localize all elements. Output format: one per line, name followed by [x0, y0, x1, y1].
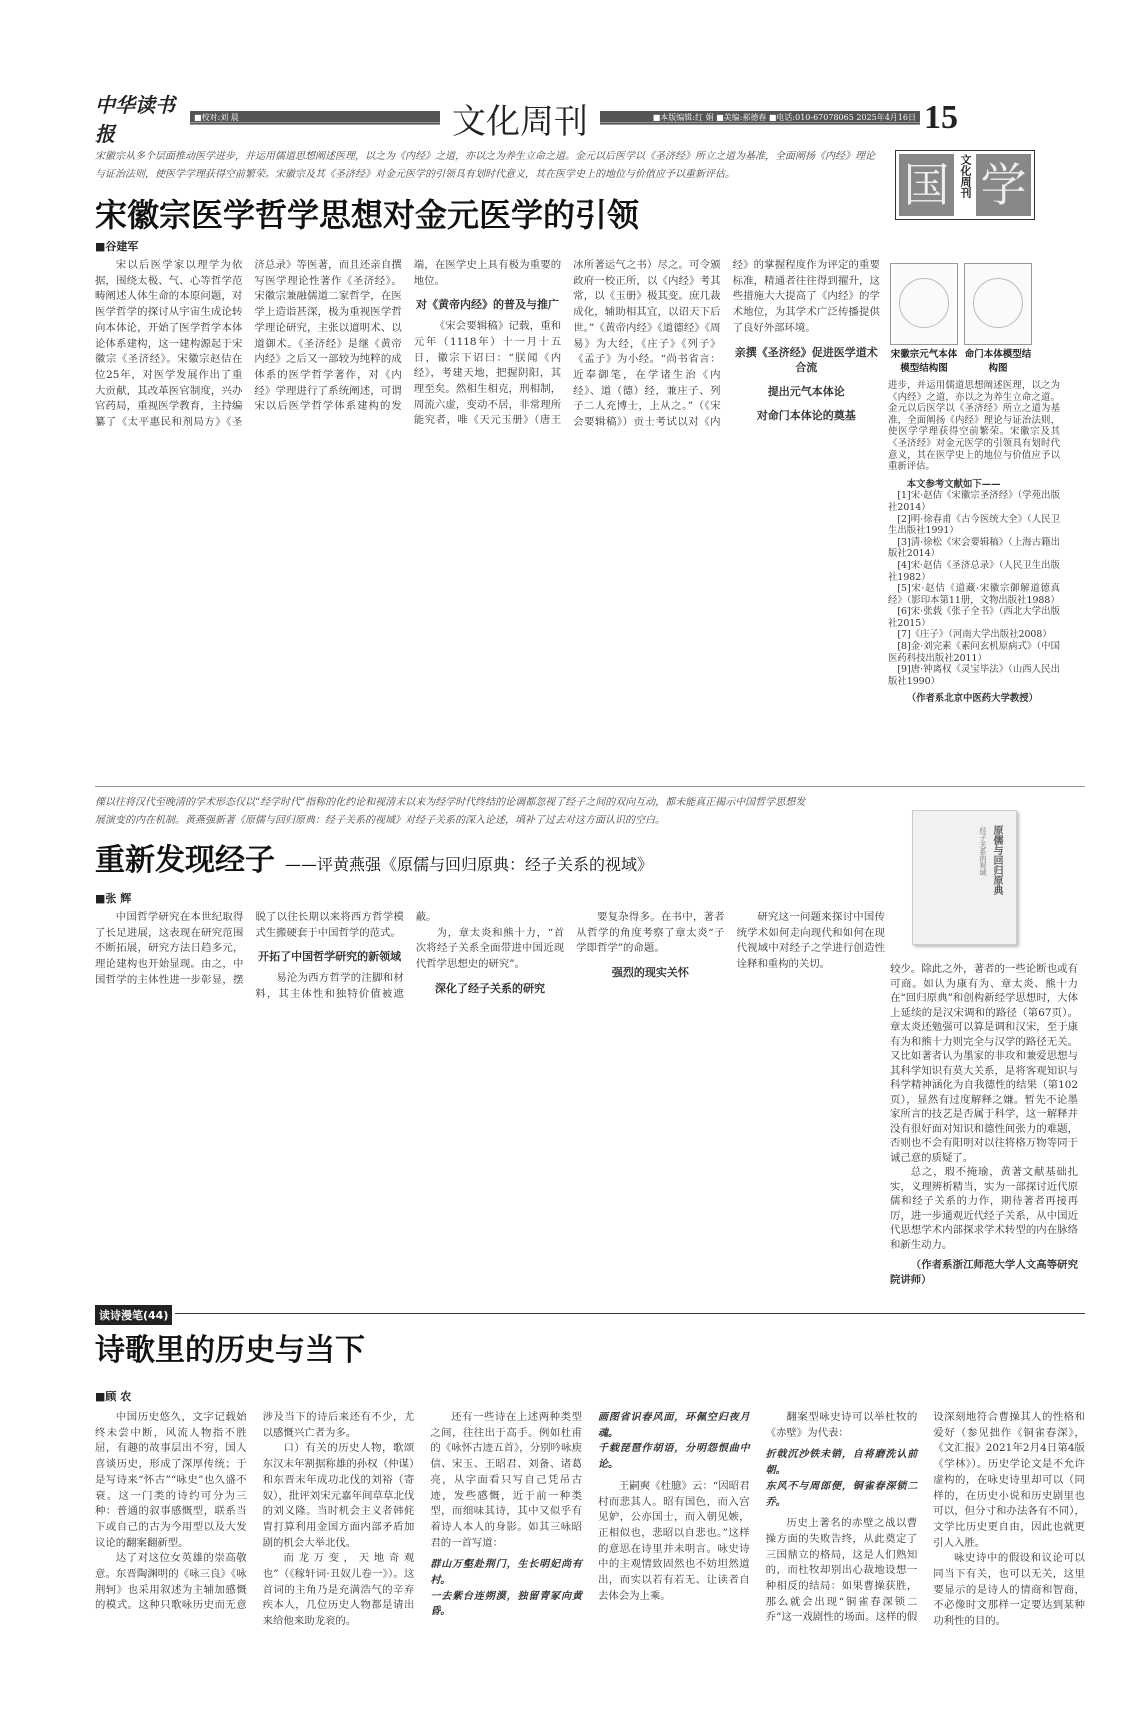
column-tag: 读诗漫笔(44): [95, 1305, 172, 1325]
reference-item: [4]宋·赵佶《圣济总录》（人民卫生出版社1982）: [888, 559, 1060, 583]
logo-char-xue: 学: [976, 154, 1031, 216]
subhead: 开拓了中国哲学研究的新领域: [258, 950, 402, 964]
subhead: 强烈的现实关怀: [611, 966, 689, 980]
paragraph: 还有一些诗在上述两种类型之间，往往出于高手。例如杜甫的《咏怀古迹五首》，分别吟咏庾信、宋玉、王昭君、刘备、诸葛亮，从字面看只写自己凭吊古迹，发些感慨，近于前一种类型，而细味其诗，其中又似乎有着诗人本人的身影。如其三咏昭君的一首写道：: [430, 1411, 582, 1549]
figure-caption: 宋徽宗元气本体模型结构图: [890, 349, 958, 374]
paragraph: 总之，瑕不掩瑜，黄著文献基础扎实，义理辨析精当，实为一部探讨近代原儒和经子关系的力作，期待著者再接再厉，进一步通观近代经子关系，从中国近代思想学术内部探求学术转型的内在脉络和新生动力。: [890, 1166, 1078, 1251]
title-subtitle: ——评黄燕强《原儒与回归原典：经子关系的视域》: [285, 855, 654, 874]
section-title: 文化周刊: [452, 101, 588, 142]
article1-title: 宋徽宗医学哲学思想对金元医学的引领: [95, 196, 640, 234]
paragraph: 达了对这位女英雄的崇高敬意。东晋陶渊明的《咏三良》《咏荆轲》也采用叙述为主辅加感慨的模式。这种只歌咏历史而无意涉及当下的诗后来还有不少，尤以感慨兴亡者为多。: [95, 1411, 415, 1612]
reference-item: [9]唐·钟离权《灵宝毕法》（山西人民出版社1990）: [888, 664, 1060, 687]
paragraph: 历史上著名的赤壁之战以曹操方面的失败告终，从此奠定了三国鼎立的格局，这是人们熟知的，而杜牧却别出心裁地设想一种相反的结局：如果曹操获胜，那么就会出现“铜雀春深锁二乔”这一戏剧性的场面。这样的假设深刻地符合曹操其人的性格和爱好（参见拙作《铜雀春深》，《文汇报》2021年2月4日第4版《学林》）。历史学论文是不允许虚构的，在咏史诗里却可以（同样的，在历史小说和历史剧里也可以，但分寸和办法各有不同），文学比历史更自由，因此也就更引人入胜。: [765, 1411, 1085, 1624]
subhead: 提出元气本体论: [767, 384, 845, 398]
paragraph: 口）有关的历史人物，歌颂东汉末年割据称雄的孙权（仲谋）和东晋末年成功北伐的刘裕（寄奴），批评刘宋元嘉年间草草北伐的刘义隆。当时机会主义者韩侂胄打算利用金国方面内部矛盾加剧的机会大举北伐。: [262, 1442, 415, 1549]
poem-line: 一去紫台连朔漠，独留青冢向黄昏。: [430, 1590, 582, 1618]
author-note: （作者系北京中医药大学教授）: [906, 693, 1039, 705]
article2-intro: 傈以往将汉代至晚清的学术形态仅以“经学时代”指称的化约论和视清末以来为经学时代终结的论调都忽视了经子之间的双向互动，都未能真正揭示中国哲学思想发展演变的内在机制。黄燕强新著《原儒与回归原典：经子关系的视域》对经子关系的深入论述，填补了过去对这方面认识的空白。: [95, 797, 806, 826]
poem-line: 东风不与周郎便，铜雀春深锁二乔。: [765, 1480, 918, 1508]
figure-mingmen-model: [964, 263, 1032, 345]
divider: [95, 786, 1085, 787]
paragraph: 《宋会要辑稿》记载，重和元年（1118年）十一月十五日，徽宗下诏曰：“朕闻《内经》，考建天地，把握阴阳，其理至矣。然相生相克，刑相制，周流六虚，变动不居，非常理所能究者，唯《天元玉册》（唐王冰所著运气之书）尽之。可令颁政府一校正所，以《内经》考其常，以《玉册》极其变。庶几裁成化，辅助相其宜，以诏天下后世。”《黄帝内经》《道德经》《周易》为大经，《庄子》《列子》《孟子》为小经。“尚书省言：近奉御笔，在学诸生治《内经》、道（德）经，兼庄子、列子二人充博士，上从之。”（《宋会要辑稿》）贡士考试以对《内经》的掌握程度作为评定的重要标准，精通者往往得到擢升，这些措施大大提高了《内经》的学术地位，为其学术广泛传播提供了良好外部环境。: [413, 259, 880, 429]
page-header: [95, 93, 1055, 146]
conclusion: 进步，并运用儒道思想阐述医理，以之为《内经》之道，亦以之为养生立命之道。金元以后医学以《圣济经》所立之道为基准，全面阐扬《内经》理论与证治法则，使医学学理获得空前繁荣。宋徽宗及其《圣济经》对金元医学的引领具有划时代意义，其在医学史上的地位与价值应予以重新评估。: [888, 380, 1060, 473]
article3-byline: ■顾 农: [95, 1390, 132, 1403]
figure-caption: 命门本体模型结构图: [964, 349, 1032, 374]
poem-line: 折戟沉沙铁未销，自将磨洗认前朝。: [765, 1449, 918, 1477]
logo-label: 文化周刊: [959, 154, 972, 198]
paragraph: 研究这一问题来探讨中国传统学术如何走向现代和如何在现代视域中对经子之学进行创造性诠释和重构的关切。: [736, 911, 885, 971]
paragraph: 翻案型咏史诗可以举杜牧的《赤壁》为代表：: [765, 1411, 918, 1439]
article2-title: [95, 835, 653, 879]
subhead: 对《黄帝内经》的普及与推广: [415, 298, 559, 312]
poem-quote: [766, 1447, 918, 1510]
refs-title: 本文参考文献如下——: [906, 478, 1001, 490]
article1-body: [95, 258, 880, 431]
poem-line: 画图省识春风面，环佩空归夜月魂。: [597, 1412, 750, 1439]
reference-item: [7]《庄子》（河南大学出版社2008）: [897, 629, 1052, 641]
title-main: 重新发现经子: [95, 843, 275, 878]
book-cover-image: [912, 810, 1017, 945]
subhead: 对命门本体论的奠基: [756, 408, 856, 422]
divider: [175, 1313, 1085, 1314]
book-subtitle: 经子关系的视域: [979, 827, 987, 876]
article1-sidebar: [888, 380, 1060, 705]
figure-yuanqi-model: [890, 263, 958, 345]
reference-item: [5]宋·赵佶《道藏·宋徽宗御解道德真经》（影印本第11册，文物出版社1988）: [888, 583, 1060, 606]
author-note: （作者系浙江师范大学人文高等研究院讲师）: [890, 1259, 1078, 1286]
poem-line: 群山万壑赴荆门，生长明妃尚有村。: [430, 1559, 582, 1587]
paragraph: 易沦为西方哲学的注脚和材料，其主体性和独特价值被遮蔽。: [255, 911, 437, 1000]
article3-body: [95, 1410, 1085, 1630]
reference-item: [2]明·徐春甫《古今医统大全》（人民卫生出版社1991）: [888, 513, 1060, 537]
proofreader-bar: ■校对:刘 晨: [190, 111, 440, 125]
editor-bar: ■本版编辑:红 娟 ■美编:郝德春 ■电话:010-67078065 2025年4月16日: [600, 111, 920, 125]
paragraph: 为，章太炎和熊十力，“首次将经子关系全面带进中国近现代哲学思想史的研究”。: [415, 926, 565, 971]
book-title: 原儒与回归原典: [991, 825, 1002, 895]
article1-intro: 宋徽宗从多个层面推动医学进步，并运用儒道思想阐述医理，以之为《内经》之道，亦以之为养生立命之道。金元以后医学以《圣济经》所立之道为基准，全面阐扬《内经》理论与证治法则，使医学学理获得空前繁荣。宋徽宗及其《圣济经》对金元医学的引领具有划时代意义，其在医学史上的地位与价值应予以重新评估。: [95, 151, 875, 180]
reference-item: [3]清·徐松《宋会要辑稿》（上海古籍出版社2014）: [888, 536, 1060, 560]
logo-char-guo: 国: [899, 154, 954, 216]
poem-line: 千载琵琶作胡语，分明怨恨曲中论。: [597, 1443, 750, 1471]
article2-body: [95, 910, 885, 1003]
paragraph: 咏史诗中的假设和议论可以同当下有关，也可以无关，这里要显示的是诗人的情商和智商，不必像时文那样一定要达到某种功利性的目的。: [933, 1552, 1085, 1628]
paragraph: 中国历史悠久，文字记载始终未尝中断，风流人物指不胜屈，有趣的故事层出不穷，国人喜谈历史，形成了深厚传统；于是写诗来“怀古”“咏史”也久盛不衰。这一门类的诗约可分为三种：普通的叙事感慨型，联系当下或自己的古为今用型以及大发议论的翻案翻新型。: [95, 1411, 247, 1549]
guoxue-logo: [895, 150, 1035, 220]
article1-byline: ■谷建军: [95, 240, 139, 253]
paragraph: 较少。除此之外，著者的一些论断也或有可商。如认为康有为、章太炎、熊十力在“回归原典”和创构新经学思想时，大体上延续的是汉宋调和的路径（第67页）。章太炎还勉强可以算是调和汉宋，至于康有为和熊十力则完全与汉学的路径无关。又比如著者认为墨家的非攻和兼爱思想与其科学知识有莫大关系，是将客观知识与科学精神涵化为自我德性的结果（第102页），显然有过度解释之嫌。暂先不论墨家所言的技艺是否属于科学，这一解释并没有很好面对知识和德性间张力的难题，否则也不会有阳明对以往将格万物等同于诚己意的质疑了。: [890, 963, 1078, 1164]
subhead: 亲撰《圣济经》促进医学道术合流: [734, 345, 878, 375]
reference-item: [8]金·刘完素《素问玄机原病式》（中国医药科技出版社2011）: [888, 641, 1060, 664]
reference-item: [6]宋·张载《张子全书》（西北大学出版社2015）: [888, 606, 1060, 629]
page-number: 15: [924, 99, 958, 136]
article3-title: 诗歌里的历史与当下: [95, 1333, 365, 1368]
paragraph: 宋以后医学家以理学为依据，围绕太极、气、心等哲学范畴阐述人体生命的本原问题，对医学哲学的探讨从宇宙生成论转向本体论，开始了医学哲学本体论体系建构，这一建构源起于宋徽宗《圣济经》。宋徽宗赵佶在位25年，对医学发展作出了重大贡献，其改革医官制度，兴办官药局，重视医学教育，主持编纂了《太平惠民和剂局方》《圣济总录》等医著，而且还亲自撰写医学理论性著作《圣济经》。宋徽宗兼融儒道二家哲学，在医学上造诣甚深，极为重视医学哲学理论研究，主张以道明术、以道御术。《圣济经》是继《黄帝内经》之后又一部较为纯粹的成体系的医学哲学著作，对《内经》学理进行了系统阐述，可谓宋以后医学哲学体系建构的发端，在医学史上具有极为重要的地位。: [95, 259, 562, 429]
reference-list: [888, 490, 1060, 687]
article2-byline: ■张 辉: [95, 892, 132, 905]
article2-sidebar: [890, 962, 1078, 1287]
paragraph: 要复杂得多。在书中，著者从哲学的角度考察了章太炎“子学即哲学”的命题。: [576, 911, 725, 955]
newspaper-logo: 中华读书报: [95, 93, 175, 146]
subhead: 深化了经子关系的研究: [434, 981, 545, 995]
paragraph: 而龙万变，天地奇观也”（《稼轩词·丑奴儿卷一》）。这首词的主角乃是充满浩气的辛弃疾本人，几位历史人物都是请出来给他来助龙衮的。: [262, 1552, 415, 1628]
paragraph: 中国哲学研究在本世纪取得了长足进展，这表现在研究范围不断拓展，研究方法日趋多元，理论建构也开始显现。由之，中国哲学的主体性进一步彰显，摆脱了以往长期以来将西方哲学模式生搬硬套于中国哲学的范式。: [95, 911, 404, 986]
paragraph: 王嗣奭《杜臆》云：“因昭君村而悲其人。昭有国色，而入宫见妒，公亦国士，而入朝见嫉，正相似也，悲昭以自悲也。”这样的意思在诗里并未明言。咏史诗中的主观情致固然也不妨坦然道出，而实以若有若无、让读者自去体会为上乘。: [597, 1479, 750, 1602]
reference-item: [1]宋·赵佶《宋徽宗圣济经》（学苑出版社2014）: [888, 490, 1060, 513]
